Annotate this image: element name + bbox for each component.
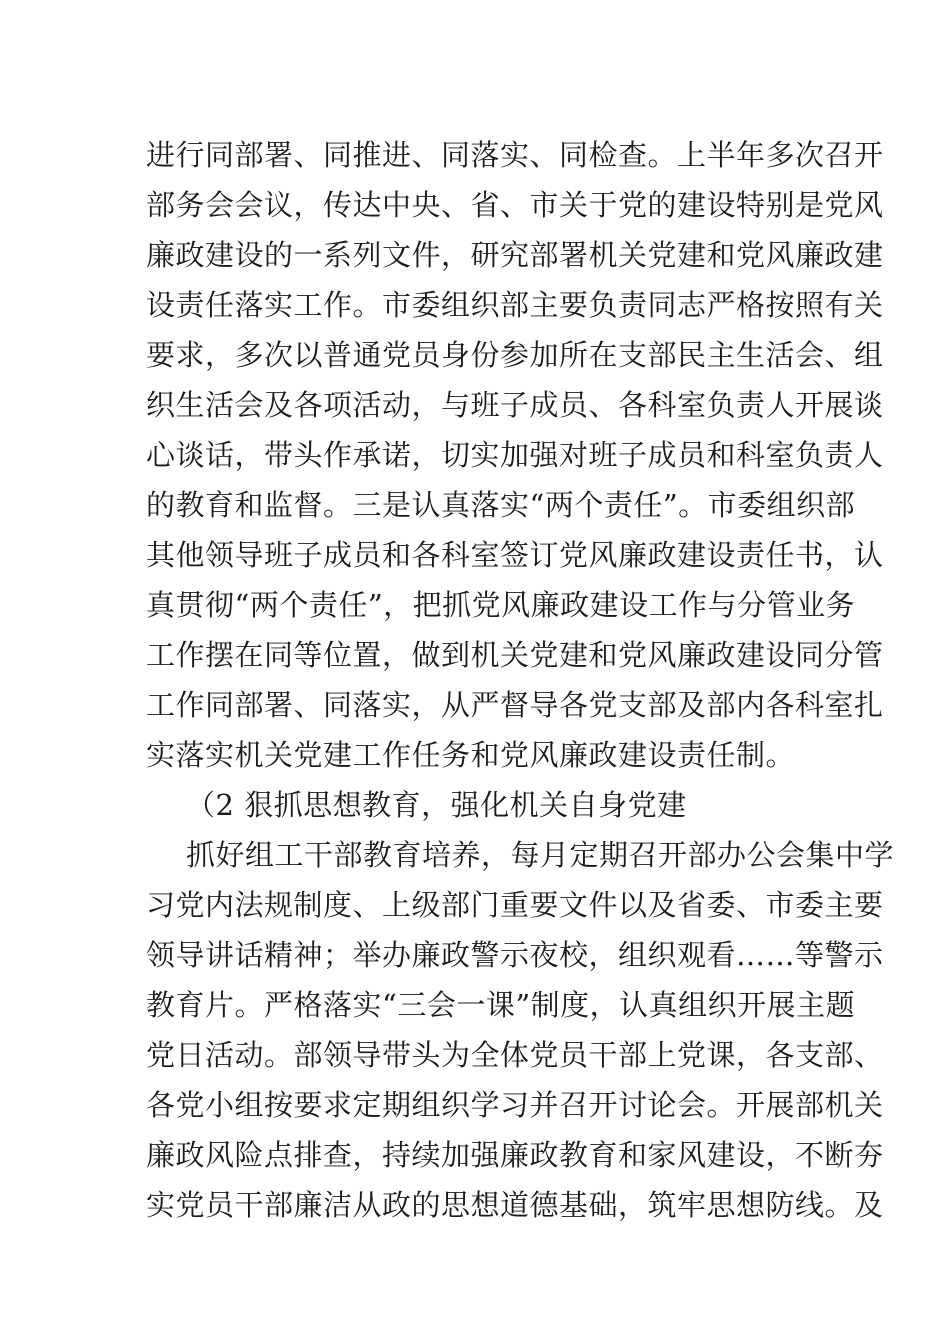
text-line: 实落实机关党建工作任务和党风廉政建设责任制。 xyxy=(146,738,796,772)
text-line: 真贯彻“两个责任”，把抓党风廉政建设工作与分管业务 xyxy=(146,588,856,622)
text-line: 设责任落实工作。市委组织部主要负责同志严格按照有关 xyxy=(146,288,884,322)
text-line: 廉政风险点排查，持续加强廉政教育和家风建设，不断夯 xyxy=(146,1138,884,1172)
text-line: 教育片。严格落实“三会一课”制度，认真组织开展主题 xyxy=(146,988,856,1022)
text-line: 的教育和监督。三是认真落实“两个责任”。市委组织部 xyxy=(146,488,856,522)
text-line: 实党员干部廉洁从政的思想道德基础，筑牢思想防线。及 xyxy=(146,1188,884,1222)
text-line: 部务会会议，传达中央、省、市关于党的建设特别是党风 xyxy=(146,188,884,222)
text-line: 习党内法规制度、上级部门重要文件以及省委、市委主要 xyxy=(146,888,884,922)
text-line: 领导讲话精神；举办廉政警示夜校，组织观看……等警示 xyxy=(146,938,884,972)
text-line: 要求，多次以普通党员身份参加所在支部民主生活会、组 xyxy=(146,338,884,372)
text-line: 抓好组工干部教育培养，每月定期召开部办公会集中学 xyxy=(186,838,895,872)
text-line: 工作摆在同等位置，做到机关党建和党风廉政建设同分管 xyxy=(146,638,884,672)
text-line: 党日活动。部领导带头为全体党员干部上党课，各支部、 xyxy=(146,1038,884,1072)
text-line: 进行同部署、同推进、同落实、同检查。上半年多次召开 xyxy=(146,138,884,172)
text-line: 心谈话，带头作承诺，切实加强对班子成员和科室负责人 xyxy=(146,438,884,472)
text-line: 织生活会及各项活动，与班子成员、各科室负责人开展谈 xyxy=(146,388,884,422)
text-line: 廉政建设的一系列文件，研究部署机关党建和党风廉政建 xyxy=(146,238,884,272)
text-line: 其他领导班子成员和各科室签订党风廉政建设责任书，认 xyxy=(146,538,884,572)
section-heading: （2 狠抓思想教育，强化机关自身党建 xyxy=(186,788,687,822)
text-line: 工作同部署、同落实，从严督导各党支部及部内各科室扎 xyxy=(146,688,884,722)
text-line: 各党小组按要求定期组织学习并召开讨论会。开展部机关 xyxy=(146,1088,884,1122)
